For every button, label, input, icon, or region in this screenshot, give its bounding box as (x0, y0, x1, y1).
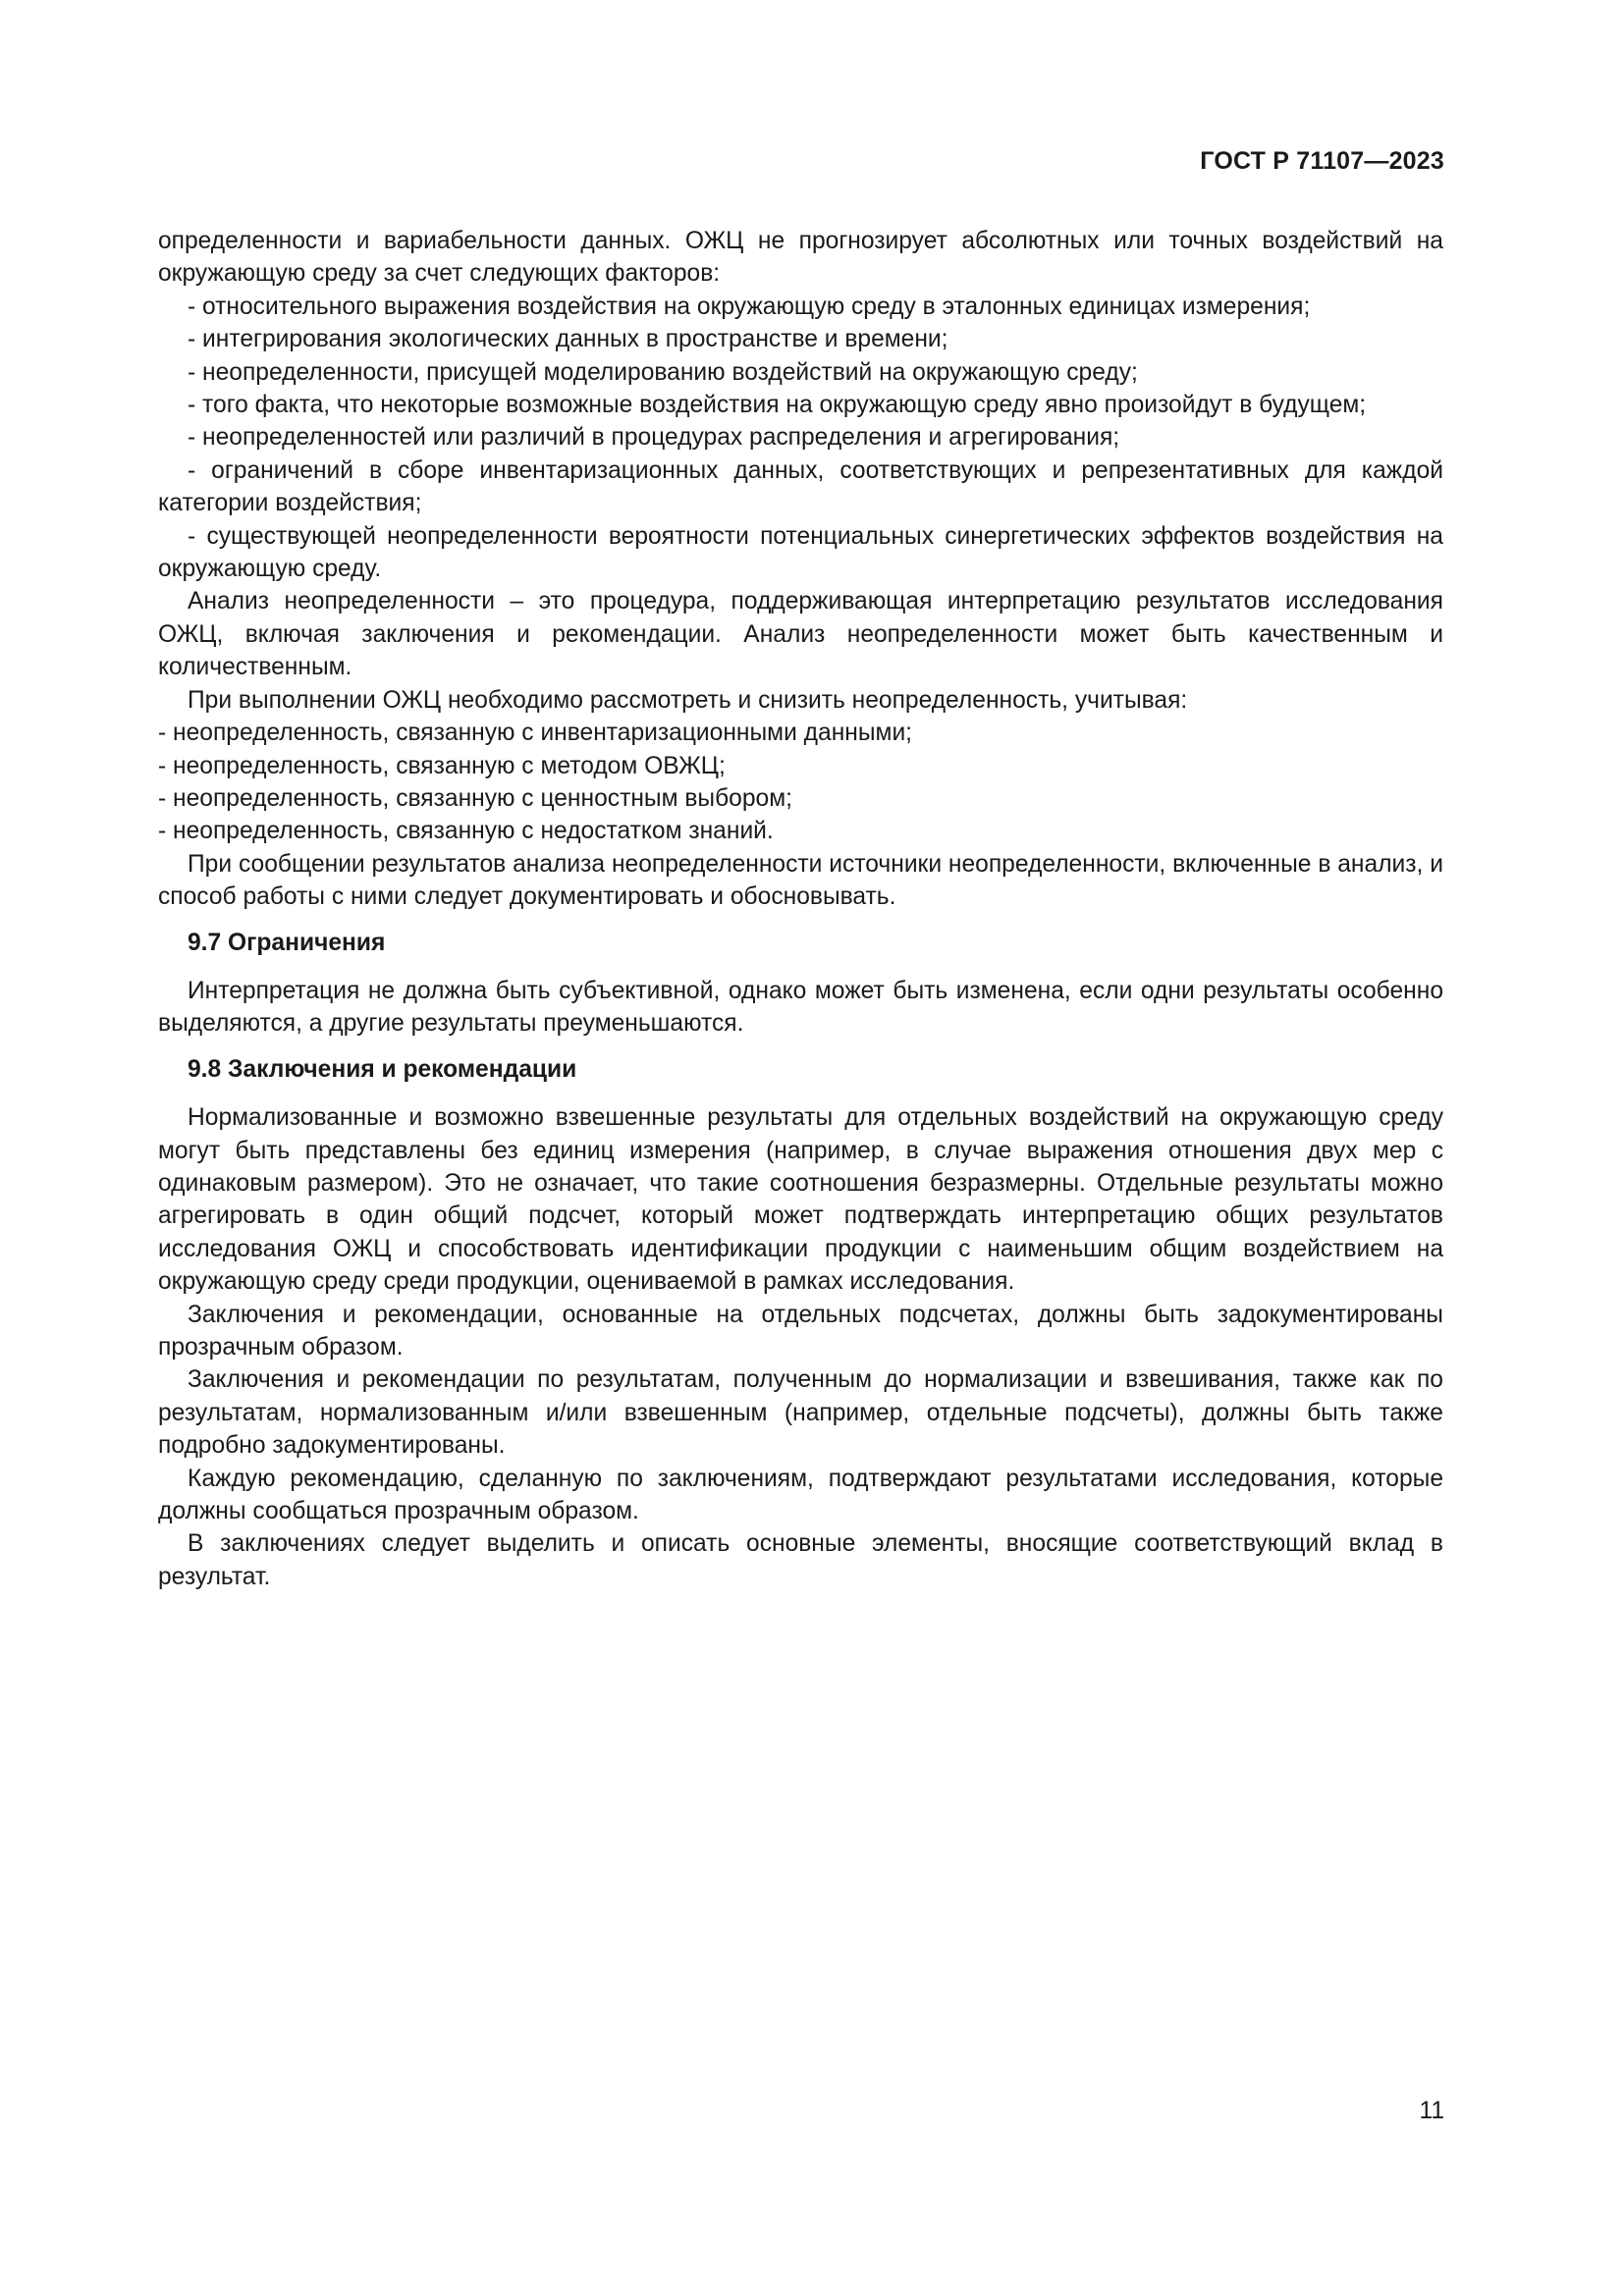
list-item-allocation: - неопределенностей или различий в процедурах распределения и агрегирования; (188, 424, 1120, 452)
section-heading-9-8: 9.8 Заключения и рекомендации (188, 1055, 577, 1083)
list-item-lack-of-knowledge: - неопределенность, связанную с недостатком знаний. (158, 818, 774, 845)
document-header-id: ГОСТ Р 71107—2023 (1200, 147, 1444, 175)
page-number: 11 (1419, 2098, 1444, 2124)
paragraph-key-elements: В заключениях следует выделить и описать основные элементы, вносящие соответствующий вклад в результат. (158, 1530, 1443, 1590)
paragraph-conclusions-documented: Заключения и рекомендации, основанные на отдельных подсчетах, должны быть задокументированы прозрачным образом. (158, 1301, 1443, 1361)
paragraph-limitations: Интерпретация не должна быть субъективной, однако может быть изменена, если одни результаты особенно выделяются, а другие результаты преуменьшаются. (158, 977, 1443, 1038)
list-item-value-choice: - неопределенность, связанную с ценностным выбором; (158, 784, 792, 812)
list-item-relative-expression: - относительного выражения воздействия на окружающую среду в эталонных единицах измерения; (188, 293, 1311, 320)
list-item-inventory-limits: - ограничений в сборе инвентаризационных данных, соответствующих и репрезентативных для каждой категории воздействия; (158, 456, 1443, 517)
paragraph-reporting-uncertainty: При сообщении результатов анализа неопределенности источники неопределенности, включенные в анализ, и способ работы с ними следует документировать и обосновывать. (158, 850, 1443, 911)
paragraph-conclusions-before-normalization: Заключения и рекомендации по результатам, полученным до нормализации и взвешивания, также как по результатам, нормализованным и/или взвешенным (например, отдельные подсчеты), должны быть также подробно задокументированы. (158, 1366, 1443, 1460)
list-item-future-impacts: - того факта, что некоторые возможные воздействия на окружающую среду явно произойдут в будущем; (188, 392, 1367, 419)
paragraph-continuation: определенности и вариабельности данных. ОЖЦ не прогнозирует абсолютных или точных воздействий на окружающую среду за счет следующих факторов: (158, 228, 1443, 288)
paragraph-normalized-results: Нормализованные и возможно взвешенные результаты для отдельных воздействий на окружающую среду могут быть представлены без единиц измерения (например, в случае выражения отношения двух мер с одинаковым размером). Это не означает, что такие соотношения безразмерны. Отдельные результаты можно агрегировать в один общий подсчет, который может подтверждать интерпретацию общих результатов исследования ОЖЦ и способствовать идентификации продукции с наименьшим общим воздействием на окружающую среду среди продукции, оцениваемой в рамках исследования. (158, 1104, 1443, 1296)
paragraph-recommendations: Каждую рекомендацию, сделанную по заключениям, подтверждают результатами исследования, которые должны сообщаться прозрачным образом. (158, 1465, 1443, 1525)
paragraph-uncertainty-analysis: Анализ неопределенности – это процедура, поддерживающая интерпретацию результатов исследования ОЖЦ, включая заключения и рекомендации. Анализ неопределенности может быть качественным и количественным. (158, 588, 1443, 681)
list-item-synergy: - существующей неопределенности вероятности потенциальных синергетических эффектов воздействия на окружающую среду. (158, 522, 1443, 583)
section-heading-9-7: 9.7 Ограничения (188, 929, 386, 956)
list-item-inventory-data: - неопределенность, связанную с инвентаризационными данными; (158, 720, 913, 747)
list-item-lcia-method: - неопределенность, связанную с методом ОВЖЦ; (158, 752, 726, 779)
document-body (158, 225, 1443, 1593)
list-item-integration: - интегрирования экологических данных в пространстве и времени; (188, 326, 948, 353)
paragraph-consider-uncertainty: При выполнении ОЖЦ необходимо рассмотреть и снизить неопределенность, учитывая: (188, 686, 1188, 714)
list-item-modeling-uncertainty: - неопределенности, присущей моделированию воздействий на окружающую среду; (188, 358, 1138, 386)
